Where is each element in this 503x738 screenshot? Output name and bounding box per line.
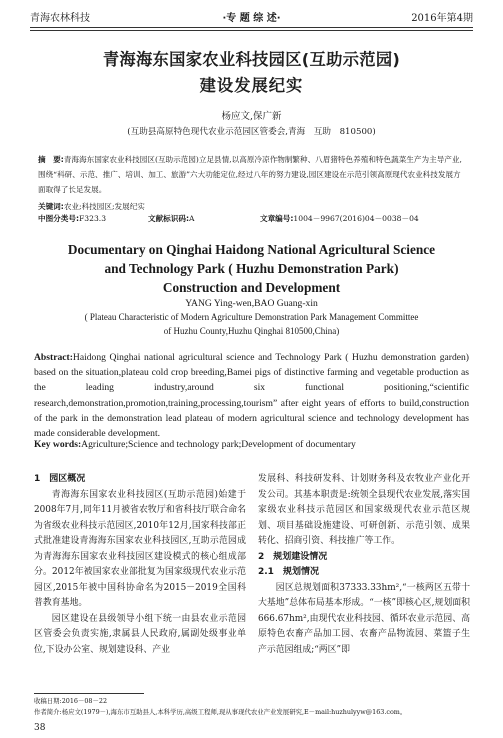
keywords-cn-label: 关键词: — [38, 202, 64, 211]
title-en-line2: and Technology Park ( Huzhu Demonstration Park) — [104, 261, 399, 276]
authors-en: YANG Ying-wen,BAO Guang-xin — [185, 298, 318, 309]
keywords-en-text: Agriculture;Science and technology park;Development of documentary — [81, 439, 356, 450]
affiliation-en-line1: ( Plateau Characteristic of Modern Agriculture Demonstration Park Management Committee — [84, 312, 419, 322]
clc-label: 中图分类号: — [38, 214, 80, 223]
header-rule — [30, 27, 473, 28]
journal-name: 青海农林科技 — [30, 13, 90, 24]
issue-number: 2016年第4期 — [411, 13, 473, 24]
title-cn-line1: 青海海东国家农业科技园区(互助示范园) — [102, 50, 401, 69]
footnote-author: 作者简介:杨应文(1979－),海东市互助县人,本科学历,高级工程师,现从事现代农业产业发展研究,E－mail:huzhulyyw@163.com。 — [34, 708, 407, 716]
article-label: 文章编号: — [260, 214, 294, 223]
running-header — [30, 9, 473, 25]
abstract-cn — [38, 152, 465, 197]
abstract-en — [34, 350, 469, 441]
section-2-1-heading: 2.1 规划情况 — [258, 567, 319, 577]
authors-cn: 杨应文,保广新 — [221, 111, 282, 122]
header-rule-thin — [30, 30, 473, 31]
abstract-en-text: Haidong Qinghai national agricultural science and Technology Park ( Huzhu demonstration garden) based on the situation,plateau cold crop breeding,Bamei pigs of distinctive farming and vegetable production as the leading industry,around six functional positioning,“scientific research,demonstration,promotion,training,processing,tourism” after eight years of efforts to build,construction of the park in the demonstration lead plateau of modern agricultural science and technology development has made considerable development. — [34, 352, 469, 440]
article-value: 1004－9967(2016)04－0038－04 — [293, 214, 419, 223]
abstract-cn-label: 摘 要: — [38, 155, 64, 164]
keywords-cn — [38, 199, 465, 214]
doc-value: A — [189, 214, 195, 223]
affiliation-en-line2: of Huzhu County,Huzhu Qinghai 810500,China) — [163, 326, 340, 336]
title-cn-line2: 建设发展纪实 — [199, 76, 304, 95]
clc-value: F323.3 — [79, 214, 107, 223]
section-1-paragraph-2: 园区建设在县级领导小组下统一由县农业示范园区管委会负责实施,隶属县人民政府,属副处级事业单位,下设办公室、规划建设科、产业 — [34, 613, 246, 655]
abstract-cn-text: 青海海东国家农业科技园区(互助示范园)立足县情,以高原冷凉作物制繁种、八眉猪特色养殖和特色蔬菜生产为主导产业,围绕“科研、示范、推广、培训、加工、旅游”六大功能定位,经过八年的努力建设,园区建设在示范引领高原现代农业科技发展方面取得了长足发展。 — [38, 155, 462, 194]
section-name: ·专 题 综 述· — [222, 13, 281, 24]
keywords-cn-text: 农业;科技园区;发展纪实 — [63, 202, 145, 211]
section-1-heading: 1 园区概况 — [34, 474, 86, 484]
affiliation-cn: (互助县高原特色现代农业示范园区管委会,青海 互助 810500) — [127, 127, 376, 137]
abstract-en-label: Abstract: — [34, 352, 73, 363]
section-2-1-paragraph: 园区总规划面积37333.33hm²,“一核两区五带十大基地”总体布局基本形成。“一核”即核心区,规划面积666.67hm²,由现代农业科技园、循环农业示范园、高原特色农畜产品加工园、农畜产品物流园、菜篮子生产示范园组成;“两区”即 — [258, 582, 470, 655]
doc-label: 文献标识码: — [148, 214, 190, 223]
title-en-line3: Construction and Development — [162, 280, 341, 295]
body-right-column — [258, 472, 470, 658]
title-en-line1: Documentary on Qinghai Haidong National Agricultural Science — [67, 242, 436, 257]
keywords-en-label: Key words: — [34, 439, 82, 450]
body-left-column — [34, 472, 246, 658]
section-2-heading: 2 规划建设情况 — [258, 551, 328, 562]
classification-line — [38, 213, 465, 227]
section-1-paragraph-2-cont: 发展科、科技研发科、计划财务科及农牧业产业化开发公司。其基本职责是:统领全县现代农业发展,落实国家级农业科技示范园区和国家级现代农业示范区规划、项目基础设施建设、可研创新、示范引领、成果转化、招商引资、科技推广等工作。 — [258, 474, 470, 546]
page-number: 38 — [34, 723, 46, 733]
section-1-paragraph-1: 青海海东国家农业科技园区(互助示范园)始建于2008年7月,同年11月被省农牧厅和省科技厅联合命名为省级农业科技示范园区,2010年12月,国家科技部正式批准建设青海海东国家农业科技园区,互助示范园成为青海海东国家农业科技园区建设模式的核心组成部分。2012年被国家农业部批复为国家级现代农业示范园区,2015年被中国科协命名为2015－2019全国科普教育基地。 — [34, 489, 246, 608]
footnote-received: 收稿日期:2016－08－22 — [34, 697, 108, 705]
footnote-rule — [34, 693, 144, 694]
keywords-en — [34, 437, 469, 452]
